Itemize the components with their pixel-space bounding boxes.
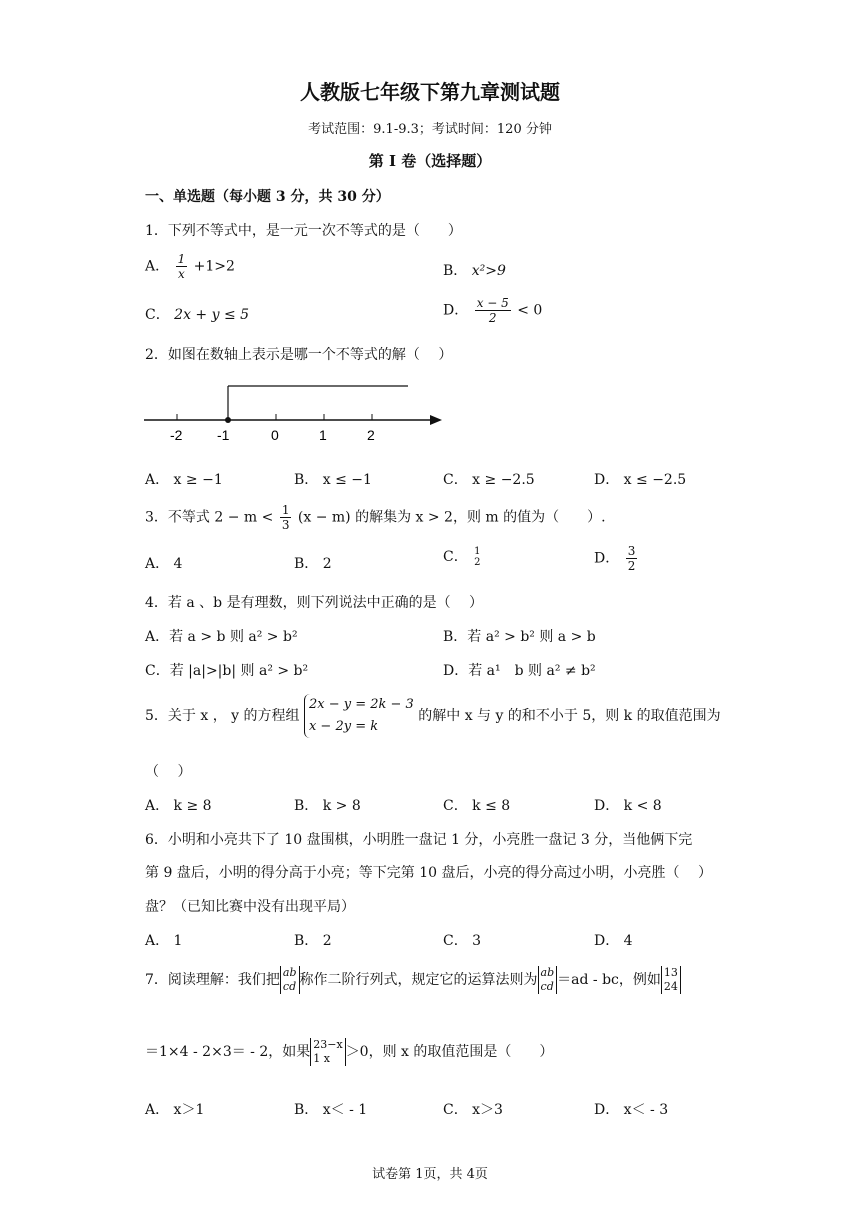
denominator: x [178, 267, 185, 281]
tick-label: 1 [319, 427, 327, 443]
q3-option-b: B． 2 [294, 556, 332, 572]
q4-option-b: B．若 a² > b² 则 a > b [443, 629, 596, 645]
q5-paren: （ ） [145, 764, 192, 780]
equation: 2x − y = 2k − 3 [308, 697, 414, 712]
q2-option-c: C． x ≥ −2.5 [443, 472, 535, 488]
q4-option-c: C．若 |a|>|b| 则 a² > b² [145, 663, 309, 679]
q7-option-a: A． x＞1 [145, 1102, 205, 1118]
denominator: 2 [627, 559, 636, 573]
q2-option-d: D． x ≤ −2.5 [594, 472, 687, 488]
denominator: 3 [281, 518, 290, 532]
option-label: C． [443, 549, 468, 565]
q7-stem [145, 966, 681, 994]
tick-label: 0 [271, 427, 279, 443]
q6-option-d: D． 4 [594, 933, 633, 949]
q2-option-b: B． x ≤ −1 [294, 472, 372, 488]
option-label: D． [443, 302, 469, 319]
q5-option-c: C． k ≤ 8 [443, 798, 511, 814]
page-footer: 试卷第 1页，共 4页 [372, 1167, 488, 1182]
q5-option-a: A． k ≥ 8 [145, 798, 212, 814]
q5-option-b: B． k > 8 [294, 798, 361, 814]
equation: x − 2y = k [308, 719, 379, 734]
fraction [280, 503, 292, 532]
q7-option-c: C． x＞3 [443, 1102, 503, 1118]
option-label: C． [145, 307, 170, 323]
q2-stem: 2．如图在数轴上表示是哪一个不等式的解（ ） [145, 347, 453, 363]
expression: +1>2 [193, 258, 235, 275]
equation-system [304, 694, 414, 738]
stem-text: 3．不等式 2 − m < [145, 509, 274, 526]
q7-stem-cont [145, 1038, 553, 1066]
stem-text: (x − m) 的解集为 x > 2，则 m 的值为（ ）. [297, 509, 606, 526]
denominator: 2 [488, 311, 497, 325]
det-row: 13 [663, 966, 678, 979]
stem-text: 的解中 x 与 y 的和不小于 5，则 k 的取值范围为 [418, 708, 721, 724]
det-row: 1 x [313, 1052, 330, 1065]
expression: < 0 [517, 302, 543, 319]
part-heading: 第 I 卷（选择题） [368, 152, 492, 170]
q3-option-c [443, 546, 483, 568]
determinant [310, 1038, 345, 1066]
det-row: 24 [663, 980, 678, 993]
q6-line: 第 9 盘后，小明的得分高于小亮；等下完第 10 盘后，小亮的得分高过小明，小亮胜（ ） [145, 865, 712, 881]
q3-option-d [594, 544, 639, 573]
numerator: 3 [627, 544, 636, 558]
q5-option-d: D． k < 8 [594, 798, 662, 814]
det-row: cd [540, 980, 554, 993]
q1-option-b [443, 260, 506, 280]
q7-option-b: B． x＜ - 1 [294, 1102, 368, 1118]
expression: x²>9 [471, 263, 506, 279]
stem-text: ＝1×4 - 2×3＝ - 2，如果 [145, 1044, 311, 1060]
tick-label: 2 [367, 427, 375, 443]
section-heading: 一、单选题（每小题 3 分，共 30 分） [145, 189, 390, 205]
determinant [661, 966, 681, 994]
option-label: A． [145, 258, 170, 275]
q6-line: 6．小明和小亮共下了 10 盘围棋，小明胜一盘记 1 分，小亮胜一盘记 3 分，当他俩下完 [145, 832, 693, 848]
tick-label: -1 [217, 427, 230, 443]
stem-text: ＝ad - bc，例如 [557, 972, 661, 988]
option-label: D． [594, 550, 620, 567]
q1-option-c [145, 304, 249, 324]
det-row: cd [282, 980, 297, 993]
q7-option-d: D． x＜ - 3 [594, 1102, 669, 1118]
q3-option-a: A． 4 [145, 556, 183, 572]
determinant [280, 966, 300, 994]
denominator: 2 [474, 557, 481, 568]
fraction [475, 296, 511, 325]
q2-option-a: A． x ≥ −1 [145, 472, 223, 488]
number-line-figure [140, 378, 450, 448]
fraction [176, 252, 188, 281]
q6-option-c: C． 3 [443, 933, 482, 949]
q4-option-a: A．若 a > b 则 a² > b² [145, 629, 298, 645]
stem-text: ＞0，则 x 的取值范围是（ ） [345, 1044, 554, 1060]
numerator: x − 5 [476, 296, 509, 310]
fraction [474, 546, 480, 568]
q6-option-b: B． 2 [294, 933, 332, 949]
page-title: 人教版七年级下第九章测试题 [300, 80, 560, 104]
q6-option-a: A． 1 [145, 933, 183, 949]
stem-text: 5．关于 x ， y 的方程组 [145, 708, 300, 724]
stem-text: 称作二阶行列式，规定它的运算法则为 [299, 972, 538, 988]
axis-arrow [430, 415, 442, 425]
det-row: 23−x [313, 1038, 343, 1051]
numerator: 1 [177, 252, 186, 266]
numerator: 1 [474, 546, 481, 557]
q5-stem [145, 694, 721, 738]
determinant [538, 966, 558, 994]
numerator: 1 [281, 503, 290, 517]
q4-stem: 4．若 a 、b 是有理数，则下列说法中正确的是（ ） [145, 595, 484, 611]
q1-stem: 1．下列不等式中，是一元一次不等式的是（ ） [145, 223, 462, 239]
fraction [626, 544, 638, 573]
expression: 2x + y ≤ 5 [174, 307, 250, 323]
option-label: B． [443, 263, 468, 279]
q1-option-a [145, 252, 235, 281]
q1-option-d [443, 296, 542, 325]
det-row: ab [540, 966, 555, 979]
det-row: ab [282, 966, 297, 979]
stem-text: 7．阅读理解：我们把 [145, 972, 280, 988]
tick-label: -2 [170, 427, 183, 443]
q6-line: 盘？（已知比赛中没有出现平局） [145, 899, 355, 915]
q4-option-d: D．若 a¹ b 则 a² ≠ b² [443, 663, 596, 679]
q3-stem [145, 503, 606, 532]
exam-info: 考试范围：9.1-9.3；考试时间：120 分钟 [308, 122, 552, 137]
